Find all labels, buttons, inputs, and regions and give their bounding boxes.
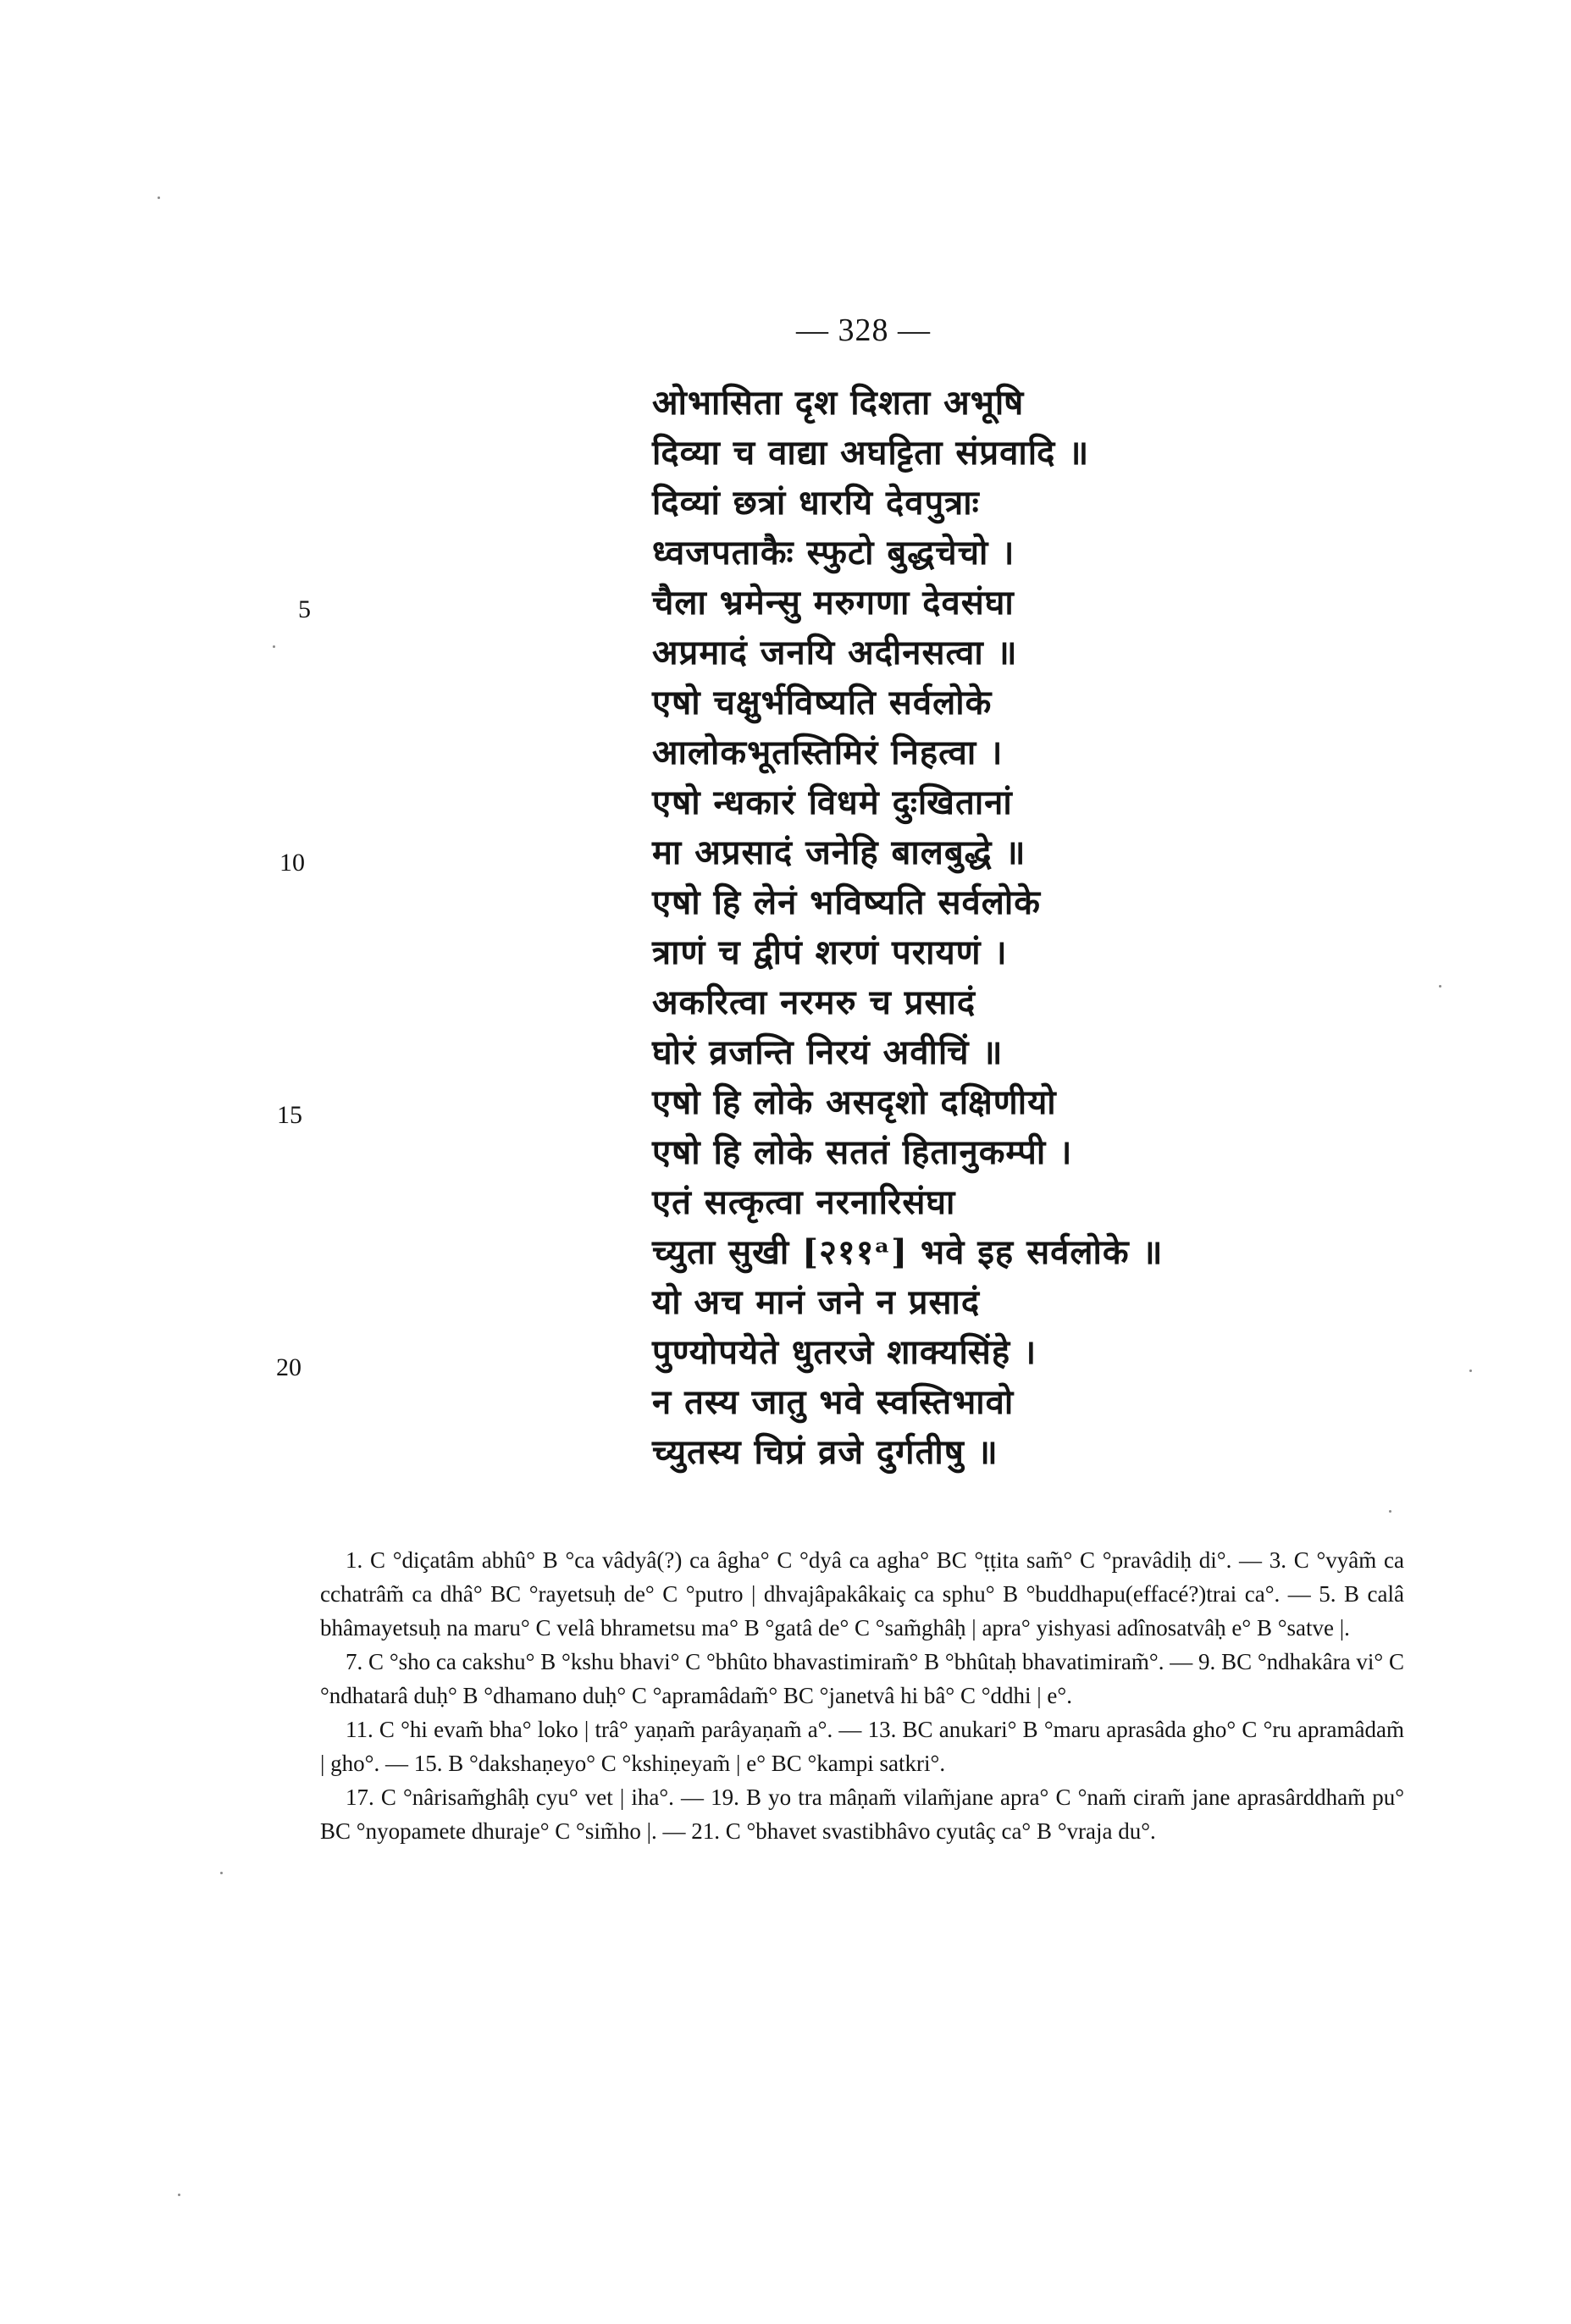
verse-line: मा अप्रसादं जनेहि बालबुद्धे ॥: [652, 833, 1026, 872]
verse-line: एषो चक्षुर्भविष्यति सर्वलोके: [652, 683, 993, 722]
line-number: 10: [279, 849, 305, 877]
verse-line: एषो न्धकारं विधमे दुःखितानां: [652, 783, 1013, 822]
verse-line: एषो हि लेनं भविष्यति सर्वलोके: [652, 883, 1041, 922]
verse-line: न तस्य जातु भवे स्वस्तिभावो: [652, 1382, 1015, 1422]
note-paragraph: 11. C °hi evam̃ bha° loko | trâ° yaṇam̃ parâyaṇam̃ a°. — 13. BC anukari° B °maru aprasâda gho° C °ru apramâdam̃ | gho°. — 15. B °dakshaṇeyo° C °kshiṇeyam̃ | e° BC °kampi satkri°.: [320, 1717, 1404, 1776]
scan-speck: [158, 196, 160, 199]
verse-line: ओभासिता दृश दिशता अभूषि: [652, 383, 1025, 423]
verse-line: चैला भ्रमेन्सु मरुगणा देवसंघा: [652, 583, 1015, 622]
line-number: 15: [277, 1101, 302, 1129]
verse-line: च्युतस्य चिप्रं व्रजे दुर्गतीषु ॥: [652, 1432, 998, 1472]
verse-line: दिव्या च वाद्या अघट्टिता संप्रवादि ॥: [652, 433, 1090, 473]
verse-line: त्राणं च द्वीपं शरणं परायणं ।: [652, 932, 1008, 972]
verse-line: अकरित्वा नरमरु च प्रसादं: [652, 982, 976, 1022]
note-paragraph: 7. C °sho ca cakshu° B °kshu bhavi° C °bhûto bhavastimiram̃° B °bhûtaḥ bhavatimiram̃°. — 9. BC °ndhakâra vi° C °ndhatarâ duḥ° B °dhamano duḥ° C °apramâdam̃° BC °janetvâ hi bâ° C °ddhi | e°.: [320, 1649, 1404, 1708]
verse-line: एषो हि लोके असदृशो दक्षिणीयो: [652, 1082, 1057, 1122]
note-paragraph: 17. C °nârisam̃ghâḥ cyu° vet | iha°. — 19. B yo tra mâṇam̃ vilam̃jane apra° C °nam̃ ciram̃ jane aprasârddham̃ pu° BC °nyopamete dhuraje° C °sim̃ho |. — 21. C °bhavet svastibhâvo cyutâç ca° B °vraja du°.: [320, 1784, 1404, 1844]
verse-line: एषो हि लोके सततं हितानुकम्पी ।: [652, 1132, 1073, 1172]
scan-speck: [178, 2194, 180, 2196]
verse-line: एतं सत्कृत्वा नरनारिसंघा: [652, 1182, 956, 1222]
critical-apparatus: [320, 1543, 1404, 1848]
verse-line: आलोकभूतस्तिमिरं निहत्वा ।: [652, 733, 1004, 772]
verse-line: च्युता सुखी [२११ᵃ] भवे इह सर्वलोके ॥: [652, 1232, 1164, 1272]
verse-block: [652, 378, 1245, 1477]
scan-speck: [1469, 1370, 1472, 1372]
verse-line: घोरं व्रजन्ति निरयं अवीचिं ॥: [652, 1032, 1004, 1072]
scan-speck: [220, 1872, 223, 1874]
note-paragraph: 1. C °diçatâm abhû° B °ca vâdyâ(?) ca âgha° C °dyâ ca agha° BC °ṭṭita sam̃° C °pravâdiḥ di°. — 3. C °vyâm̃ ca cchatrâm̃ ca dhâ° BC °rayetsuḥ de° C °putro | dhvajâpakâkaiç ca sphu° B °buddhapu(effacé?)trai ca°. — 5. B calâ bhâmayetsuḥ na maru° C velâ bhrametsu ma° B °gatâ de° C °sam̃ghâḥ | apra° yishyasi adînosatvâḥ e° B °satve |.: [320, 1547, 1404, 1641]
verse-line: पुण्योपयेते धुतरजे शाक्यसिंहे ।: [652, 1332, 1037, 1372]
scan-speck: [1389, 1510, 1391, 1513]
scan-speck: [273, 645, 275, 648]
scan-speck: [1439, 985, 1441, 988]
verse-line: ध्वजपताकैः स्फुटो बुद्धचेचो ।: [652, 533, 1015, 573]
page-number: — 328 —: [796, 313, 931, 348]
line-number: 5: [298, 595, 311, 623]
verse-line: दिव्यां छत्रां धारयि देवपुत्राः: [652, 483, 980, 523]
line-number: 20: [276, 1353, 301, 1381]
verse-line: यो अच मानं जने न प्रसादं: [652, 1282, 981, 1322]
verse-line: अप्रमादं जनयि अदीनसत्वा ॥: [652, 633, 1018, 672]
